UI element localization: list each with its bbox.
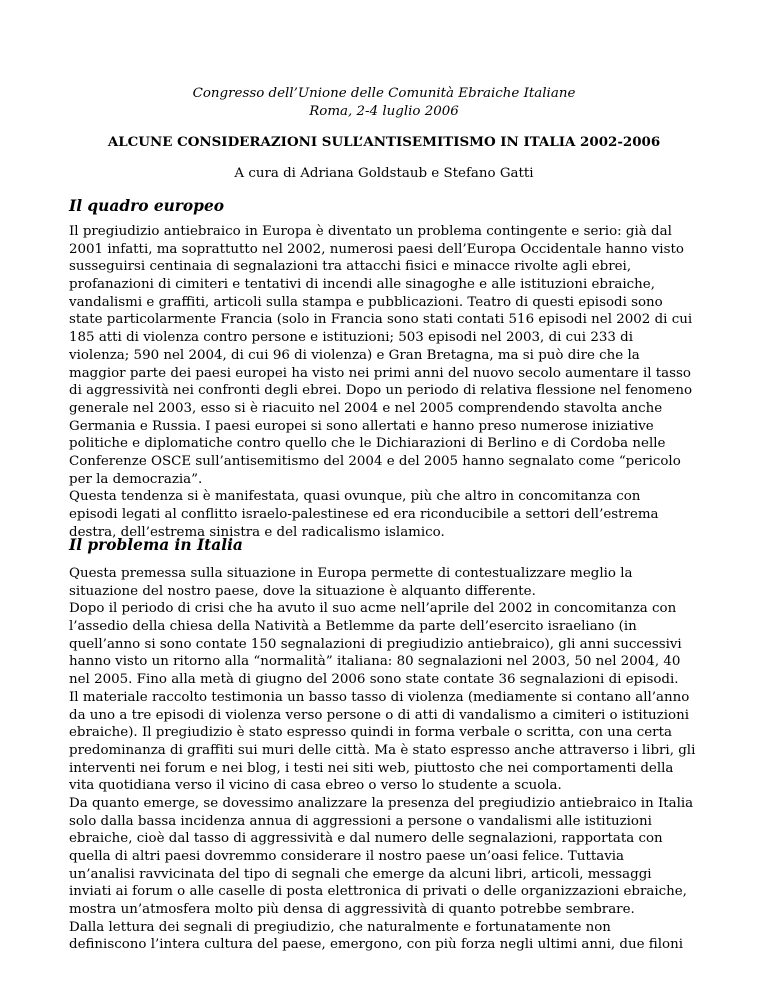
paragraph-line: susseguirsi centinaia di segnalazioni tra attacchi fisici e minacce rivolte agli ebrei, xyxy=(69,259,632,275)
paragraph-line: hanno visto un ritorno alla “normalità” italiana: 80 segnalazioni nel 2003, 50 nel 2004, 40 xyxy=(69,654,681,670)
paragraph-line: ebraiche). Il pregiudizio è stato espresso quindi in forma verbale o scritta, con una certa xyxy=(69,725,672,741)
paragraph-line: state particolarmente Francia (solo in Francia sono stati contati 516 episodi nel 2002 di cui xyxy=(69,312,693,328)
paragraph-line: Da quanto emerge, se dovessimo analizzare la presenza del pregiudizio antiebraico in Italia xyxy=(69,795,694,811)
section-body-italy xyxy=(69,565,709,954)
paragraph-line: inviati ai forum o alle caselle di posta elettronica di privati o delle organizzazioni ebraiche, xyxy=(69,884,687,900)
paragraph-line: Il materiale raccolto testimonia un basso tasso di violenza (mediamente si contano all’anno xyxy=(69,689,690,705)
paragraph-line: destra, dell’estrema sinistra e del radicalismo islamico. xyxy=(69,524,445,540)
paragraph-line: quell’anno si sono contate 150 segnalazioni di pregiudizio antiebraico), gli anni successivi xyxy=(69,636,682,652)
paragraph-line: vita quotidiana verso il vicino di casa ebreo o verso lo studente a scuola. xyxy=(69,778,562,794)
paragraph-line: da uno a tre episodi di violenza verso persone o di atti di vandalismo a cimiteri o istituzioni xyxy=(69,707,689,723)
paragraph-line: di aggressività nei confronti degli ebrei. Dopo un periodo di relativa flessione nel fenomeno xyxy=(69,383,693,399)
document-title: ALCUNE CONSIDERAZIONI SULL’ANTISEMITISMO IN ITALIA 2002-2006 xyxy=(107,134,661,150)
paragraph-line: Dopo il periodo di crisi che ha avuto il suo acme nell’aprile del 2002 in concomitanza con xyxy=(69,601,677,617)
paragraph-line: l’assedio della chiesa della Natività a Betlemme da parte dell’esercito israeliano (in xyxy=(69,619,637,635)
congress-place-date: Roma, 2-4 luglio 2006 xyxy=(309,104,459,119)
paragraph-line: Dalla lettura dei segnali di pregiudizio, che naturalmente e fortunatamente non xyxy=(69,919,611,935)
section-heading-european: Il quadro europeo xyxy=(69,197,224,215)
paragraph-line: un’analisi ravvicinata del tipo di segnali che emerge da alcuni libri, articoli, messaggi xyxy=(69,866,652,882)
paragraph-line: maggior parte dei paesi europei ha visto nei primi anni del nuovo secolo aumentare il tasso xyxy=(69,365,691,381)
paragraph-line: profanazioni di cimiteri e tentativi di incendi alle sinagoghe e alle istituzioni ebraiche, xyxy=(69,277,655,293)
paragraph-line: predominanza di graffiti sui muri delle città. Ma è stato espresso anche attraverso i libri, gli xyxy=(69,742,696,758)
section-heading-italy: Il problema in Italia xyxy=(69,536,243,554)
paragraph-line: 2001 infatti, ma soprattutto nel 2002, numerosi paesi dell’Europa Occidentale hanno visto xyxy=(69,241,684,257)
authors-line: A cura di Adriana Goldstaub e Stefano Gatti xyxy=(234,166,534,181)
paragraph-line: ebraiche, cioè dal tasso di aggressività e dal numero delle segnalazioni, rapportata con xyxy=(69,831,663,847)
paragraph-line: Questa premessa sulla situazione in Europa permette di contestualizzare meglio la xyxy=(69,566,633,581)
paragraph-line: politiche e diplomatiche contro quello che le Dichiarazioni di Berlino e di Cordoba nelle xyxy=(69,436,666,452)
paragraph-line: solo dalla bassa incidenza annua di aggressioni a persone o vandalismi alle istituzioni xyxy=(69,813,652,829)
paragraph-line: generale nel 2003, esso si è riacuito nel 2004 e nel 2005 comprendendo stavolta anche xyxy=(69,400,663,416)
paragraph-line: definiscono l’intera cultura del paese, emergono, con più forza negli ultimi anni, due filoni xyxy=(69,937,683,953)
paragraph-line: interventi nei forum e nei blog, i testi nei siti web, piuttosto che nei comportamenti della xyxy=(69,760,674,776)
paragraph-line: mostra un’atmosfera molto più densa di aggressività di quanto potrebbe sembrare. xyxy=(69,902,635,918)
paragraph-line: per la democrazia”. xyxy=(69,471,203,487)
paragraph-line: Il pregiudizio antiebraico in Europa è diventato un problema contingente e serio: già dal xyxy=(69,224,672,239)
paragraph-line: situazione del nostro paese, dove la situazione è alquanto differente. xyxy=(69,583,536,599)
paragraph-line: Conferenze OSCE sull’antisemitismo del 2004 e del 2005 hanno segnalato come “pericolo xyxy=(69,453,681,469)
paragraph-line: episodi legati al conflitto israelo-palestinese ed era riconducibile a settori dell’estrema xyxy=(69,507,659,522)
paragraph-line: vandalismi e graffiti, articoli sulla stampa e pubblicazioni. Teatro di questi episodi sono xyxy=(69,294,663,310)
section-body-european xyxy=(69,223,709,541)
paragraph-line: Germania e Russia. I paesi europei si sono allertati e hanno preso numerose iniziative xyxy=(69,418,654,434)
paragraph-line: violenza; 590 nel 2004, di cui 96 di violenza) e Gran Bretagna, ma si può dire che la xyxy=(69,347,640,363)
congress-name: Congresso dell’Unione delle Comunità Ebraiche Italiane xyxy=(192,86,576,101)
paragraph-line: quella di altri paesi dovremmo considerare il nostro paese un’oasi felice. Tuttavia xyxy=(69,849,625,864)
paragraph-line: 185 atti di violenza contro persone e istituzioni; 503 episodi nel 2003, di cui 233 di xyxy=(69,330,634,346)
paragraph-line: Questa tendenza si è manifestata, quasi ovunque, più che altro in concomitanza con xyxy=(69,489,641,505)
paragraph-line: nel 2005. Fino alla metà di giugno del 2006 sono state contate 36 segnalazioni di episodi. xyxy=(69,672,679,688)
